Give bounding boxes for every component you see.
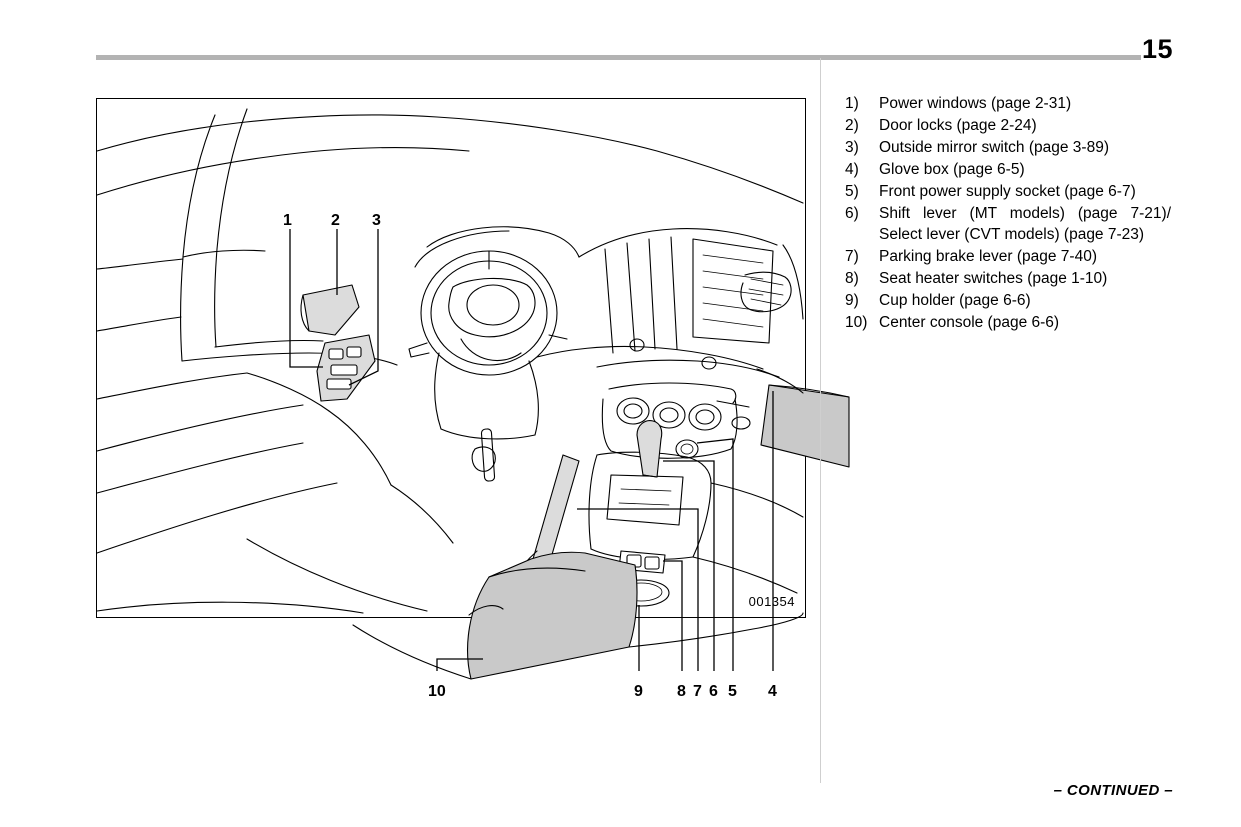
list-item [845,268,1185,289]
legend-label: Power windows (page 2-31) [879,95,1072,112]
list-item [845,93,1185,114]
legend-label: Cup holder (page 6-6) [879,292,1031,309]
list-item [845,181,1185,202]
legend-label-line-2: Select lever (CVT models) (page 7-23) [879,226,1145,243]
callout-9: 9 [634,683,643,700]
legend-label: Parking brake lever (page 7-40) [879,248,1097,265]
callout-1: 1 [283,212,292,229]
callout-2: 2 [331,212,340,229]
legend-label: Glove box (page 6-5) [879,161,1025,178]
footer-continued: – CONTINUED – [1053,782,1173,799]
header-rule [96,55,1141,60]
legend-number: 6) [845,205,859,222]
callout-4: 4 [768,683,777,700]
callout-10: 10 [428,683,446,700]
legend-label: Front power supply socket (page 6-7) [879,183,1136,200]
legend-label: Center console (page 6-6) [879,314,1060,331]
list-item [845,159,1185,180]
page-number: 15 [1141,34,1173,64]
list-item [845,137,1185,158]
legend-number: 5) [845,183,859,200]
callout-5: 5 [728,683,737,700]
legend-number: 7) [845,248,859,265]
legend-number: 3) [845,139,859,156]
callout-7: 7 [693,683,702,700]
interior-line-drawing [97,99,803,615]
interior-illustration-figure [96,98,806,700]
legend-label [879,203,1171,245]
legend-label: Seat heater switches (page 1-10) [879,270,1108,287]
callout-6: 6 [709,683,718,700]
list-item [845,312,1185,333]
callout-8: 8 [677,683,686,700]
list-item [845,246,1185,267]
list-item [845,203,1185,245]
legend-label: Outside mirror switch (page 3-89) [879,139,1109,156]
list-item [845,290,1185,311]
legend-list [845,93,1185,334]
legend-number: 1) [845,95,859,112]
callout-3: 3 [372,212,381,229]
legend-number: 2) [845,117,859,134]
legend-number: 8) [845,270,859,287]
legend-number: 10) [845,314,868,331]
list-item [845,115,1185,136]
legend-number: 4) [845,161,859,178]
legend-number: 9) [845,292,859,309]
figure-id: 001354 [748,594,795,609]
legend-label: Door locks (page 2-24) [879,117,1037,134]
column-divider [820,58,821,783]
legend-label-line-1: Shift lever (MT models) (page 7-21)/ [879,205,1171,222]
